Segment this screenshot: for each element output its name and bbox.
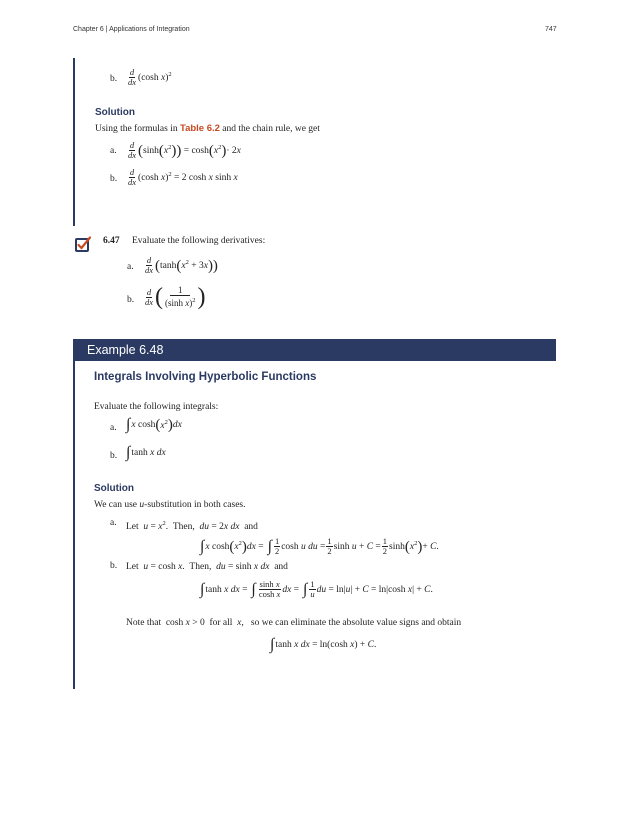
example-banner bbox=[73, 339, 556, 361]
example-side-bar bbox=[73, 361, 75, 689]
answer-a-label: a. bbox=[110, 146, 117, 156]
checkpoint-number: 6.47 bbox=[103, 236, 120, 246]
step-b-equation: ∫ tanh x dx = ∫ $\frac{\text{sinh x}}{\text{cosh x}}$ dx = ∫ $\frac{1}{u}$ du = ln|u| + C = ln|cosh x| + C. bbox=[200, 579, 433, 599]
example-banner-title: Example 6.48 bbox=[87, 343, 164, 357]
example-solution-heading: Solution bbox=[94, 483, 134, 494]
checkpoint-item-a-label: a. bbox=[127, 262, 134, 272]
example-item-b-label: b. bbox=[110, 451, 118, 461]
step-a-equation: ∫ x cosh ( $x^2$ ) dx = ∫ $\frac{1}{2}$ cosh u du = $\frac{1}{2}$ sinh u + C = $\frac{1}{2}$ sinh ( $x^2$ ) + C. bbox=[200, 536, 439, 556]
example-item-a-label: a. bbox=[110, 423, 117, 433]
step-b-text: Let u = cosh x. Then, du = sinh x dx and bbox=[126, 562, 288, 572]
example-continuation-bar bbox=[73, 58, 75, 226]
chapter-header: Chapter 6 | Applications of Integration bbox=[73, 26, 190, 33]
solution-intro: Using the formulas in Table 6.2 and the chain rule, we get bbox=[95, 123, 320, 134]
final-equation: ∫ tanh x dx = ln(cosh x) + C. bbox=[270, 636, 377, 653]
integral-a-expression: ∫ x cosh ( $x^2$ ) dx bbox=[126, 416, 182, 433]
checkpoint-item-b-label: b. bbox=[127, 295, 135, 305]
answer-b-label: b. bbox=[110, 174, 118, 184]
answer-b-expression: $\frac{d}{dx}$ (cosh x)$^2$ = 2 cosh x sinh x bbox=[128, 167, 238, 187]
checkpoint-a-expression: $\frac{d}{dx}$ ( tanh ( $x^2 + 3x$ )) bbox=[145, 255, 218, 275]
checkpoint-prompt: Evaluate the following derivatives: bbox=[132, 236, 266, 246]
step-b-label: b. bbox=[110, 561, 118, 571]
table-link[interactable]: Table 6.2 bbox=[179, 123, 220, 134]
integral-b-expression: ∫ tanh x dx bbox=[126, 444, 166, 461]
checkpoint-icon bbox=[74, 235, 92, 253]
example-title: Integrals Involving Hyperbolic Functions bbox=[94, 371, 317, 383]
answer-a-expression: $\frac{d}{dx}$ ( sinh ( $x^2$ )) = cosh ( $x^2$ ) · 2x bbox=[128, 140, 241, 160]
checkpoint-b-expression: $\frac{d}{dx}$ ( $\frac{1}{(\sinh x)^2}$ ) bbox=[145, 284, 206, 310]
step-a-label: a. bbox=[110, 518, 117, 528]
example-prompt: Evaluate the following integrals: bbox=[94, 402, 219, 412]
derivative-cosh-squared: $\frac{d}{dx}$ (cosh x)$^2$ bbox=[128, 67, 172, 87]
step-a-text: Let $u = x^2$. Then, du = 2x dx and bbox=[126, 520, 258, 533]
item-b-label: b. bbox=[110, 74, 118, 84]
solution-heading: Solution bbox=[95, 107, 135, 118]
note-text: Note that cosh x > 0 for all x, so we can eliminate the absolute value signs and obtain bbox=[126, 618, 462, 628]
page-number: 747 bbox=[545, 26, 557, 33]
example-solution-intro: We can use u-substitution in both cases. bbox=[94, 500, 246, 510]
